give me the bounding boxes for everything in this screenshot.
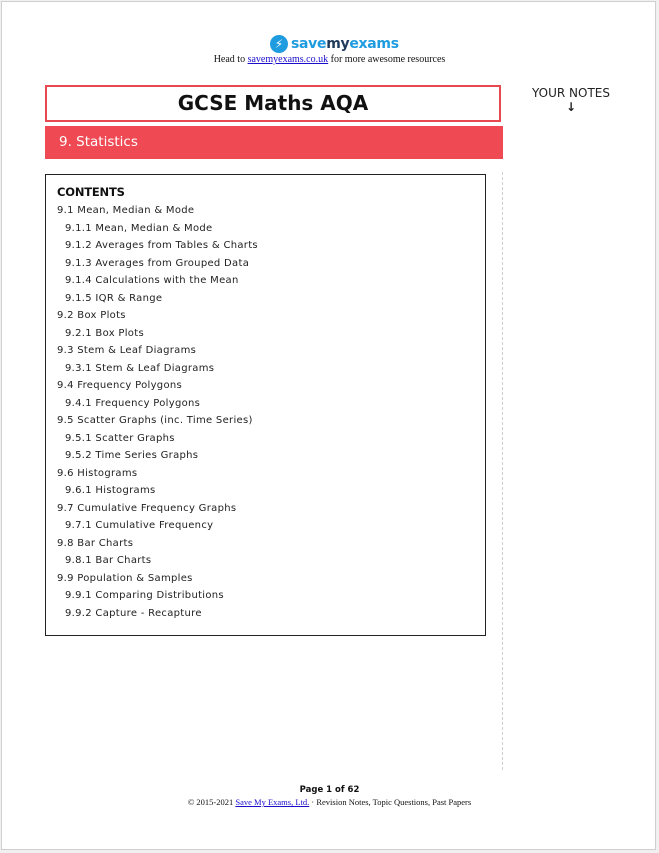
logo-text: savemyexams xyxy=(291,36,399,52)
site-link[interactable]: savemyexams.co.uk xyxy=(247,54,329,65)
toc-item[interactable]: 9.9.1 Comparing Distributions xyxy=(65,590,224,601)
toc-item[interactable]: 9.2 Box Plots xyxy=(57,310,126,321)
toc-item[interactable]: 9.1.4 Calculations with the Mean xyxy=(65,275,239,286)
toc-item[interactable]: 9.1.2 Averages from Tables & Charts xyxy=(65,240,258,251)
toc-item[interactable]: 9.4.1 Frequency Polygons xyxy=(65,397,201,409)
toc-item[interactable]: 9.4 Frequency Polygons xyxy=(57,380,183,391)
lightning-bolt-icon: ⚡ xyxy=(270,35,288,53)
toc-item[interactable]: 9.1.3 Averages from Grouped Data xyxy=(65,257,250,269)
toc-item[interactable]: 9.1 Mean, Median & Mode xyxy=(57,205,195,216)
toc-item[interactable]: 9.1.1 Mean, Median & Mode xyxy=(65,222,213,234)
toc-item[interactable]: 9.1.5 IQR & Range xyxy=(65,292,163,304)
notes-divider xyxy=(502,172,503,770)
toc-item[interactable]: 9.7.1 Cumulative Frequency xyxy=(65,520,214,531)
section-banner: 9. Statistics xyxy=(45,126,503,159)
page-number: Page 1 of 62 xyxy=(299,785,360,795)
toc-item[interactable]: 9.6 Histograms xyxy=(57,467,138,479)
document-page xyxy=(1,1,656,850)
toc-item[interactable]: 9.8 Bar Charts xyxy=(57,537,134,549)
copyright-link[interactable]: Save My Exams, Ltd. xyxy=(235,797,310,807)
toc-item[interactable]: 9.9 Population & Samples xyxy=(57,572,193,584)
toc-item[interactable]: 9.8.1 Bar Charts xyxy=(65,555,152,566)
your-notes-label: YOUR NOTES ↓ xyxy=(521,86,621,114)
toc-list xyxy=(57,202,475,622)
toc-item[interactable]: 9.3.1 Stem & Leaf Diagrams xyxy=(65,362,215,374)
arrow-down-icon: ↓ xyxy=(565,100,577,114)
toc-item[interactable]: 9.6.1 Histograms xyxy=(65,485,156,496)
toc-item[interactable]: 9.5 Scatter Graphs (inc. Time Series) xyxy=(57,415,253,426)
toc-item[interactable]: 9.3 Stem & Leaf Diagrams xyxy=(57,345,197,356)
toc-item[interactable]: 9.5.1 Scatter Graphs xyxy=(65,432,175,444)
savemyexams-logo[interactable] xyxy=(270,35,399,53)
toc-item[interactable]: 9.7 Cumulative Frequency Graphs xyxy=(57,502,237,514)
document-title: GCSE Maths AQA xyxy=(45,85,501,122)
toc-item[interactable]: 9.5.2 Time Series Graphs xyxy=(65,450,199,461)
toc-item[interactable]: 9.2.1 Box Plots xyxy=(65,327,144,339)
contents-heading: CONTENTS xyxy=(57,185,125,199)
header-tagline: Head to savemyexams.co.uk for more awesome resources xyxy=(213,54,446,65)
footer-copyright: © 2015-2021 Save My Exams, Ltd. · Revision Notes, Topic Questions, Past Papers xyxy=(187,797,472,807)
contents-box xyxy=(45,174,486,636)
toc-item[interactable]: 9.9.2 Capture - Recapture xyxy=(65,607,202,619)
